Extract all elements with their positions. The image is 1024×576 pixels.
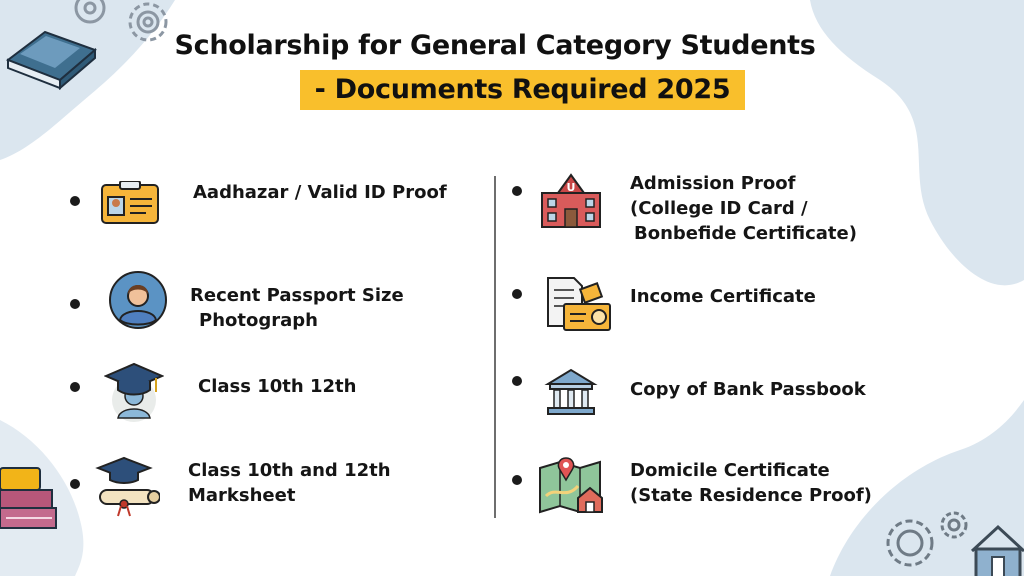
bullet <box>512 376 522 386</box>
bullet <box>512 186 522 196</box>
income-documents-icon <box>544 274 612 334</box>
page-subtitle: - Documents Required 2025 <box>314 74 731 105</box>
item-label-class-10-12: Class 10th 12th <box>198 376 357 397</box>
university-building-icon <box>538 171 604 229</box>
books-stack-decoration-icon <box>0 460 60 540</box>
bank-icon <box>544 366 598 420</box>
svg-text:U: U <box>566 181 576 194</box>
gears-house-decoration-icon <box>880 505 1024 576</box>
diploma-scroll-icon <box>94 456 160 518</box>
item-label-id-proof: Aadhazar / Valid ID Proof <box>193 182 447 203</box>
item-label-marksheet: Class 10th and 12th Marksheet <box>188 460 391 506</box>
item-label-income-certificate: Income Certificate <box>630 286 816 307</box>
passport-photo-icon <box>108 270 168 330</box>
bullet <box>70 299 80 309</box>
item-label-bank-passbook: Copy of Bank Passbook <box>630 379 866 400</box>
bullet <box>70 479 80 489</box>
bullet <box>512 289 522 299</box>
item-label-passport-photo: Recent Passport Size Photograph <box>190 285 404 331</box>
location-map-icon <box>538 456 604 514</box>
bullet <box>512 475 522 485</box>
bullet <box>70 382 80 392</box>
title-highlight <box>300 70 745 110</box>
bullet <box>70 196 80 206</box>
id-card-icon <box>100 181 160 225</box>
column-divider <box>494 176 496 518</box>
item-label-domicile-certificate: Domicile Certificate (State Residence Proof) <box>630 460 872 506</box>
item-label-admission-proof: Admission Proof (College ID Card / Bonbefide Certificate) <box>630 173 857 244</box>
graduate-cap-icon <box>104 360 164 422</box>
page-title: Scholarship for General Category Students <box>174 30 816 61</box>
